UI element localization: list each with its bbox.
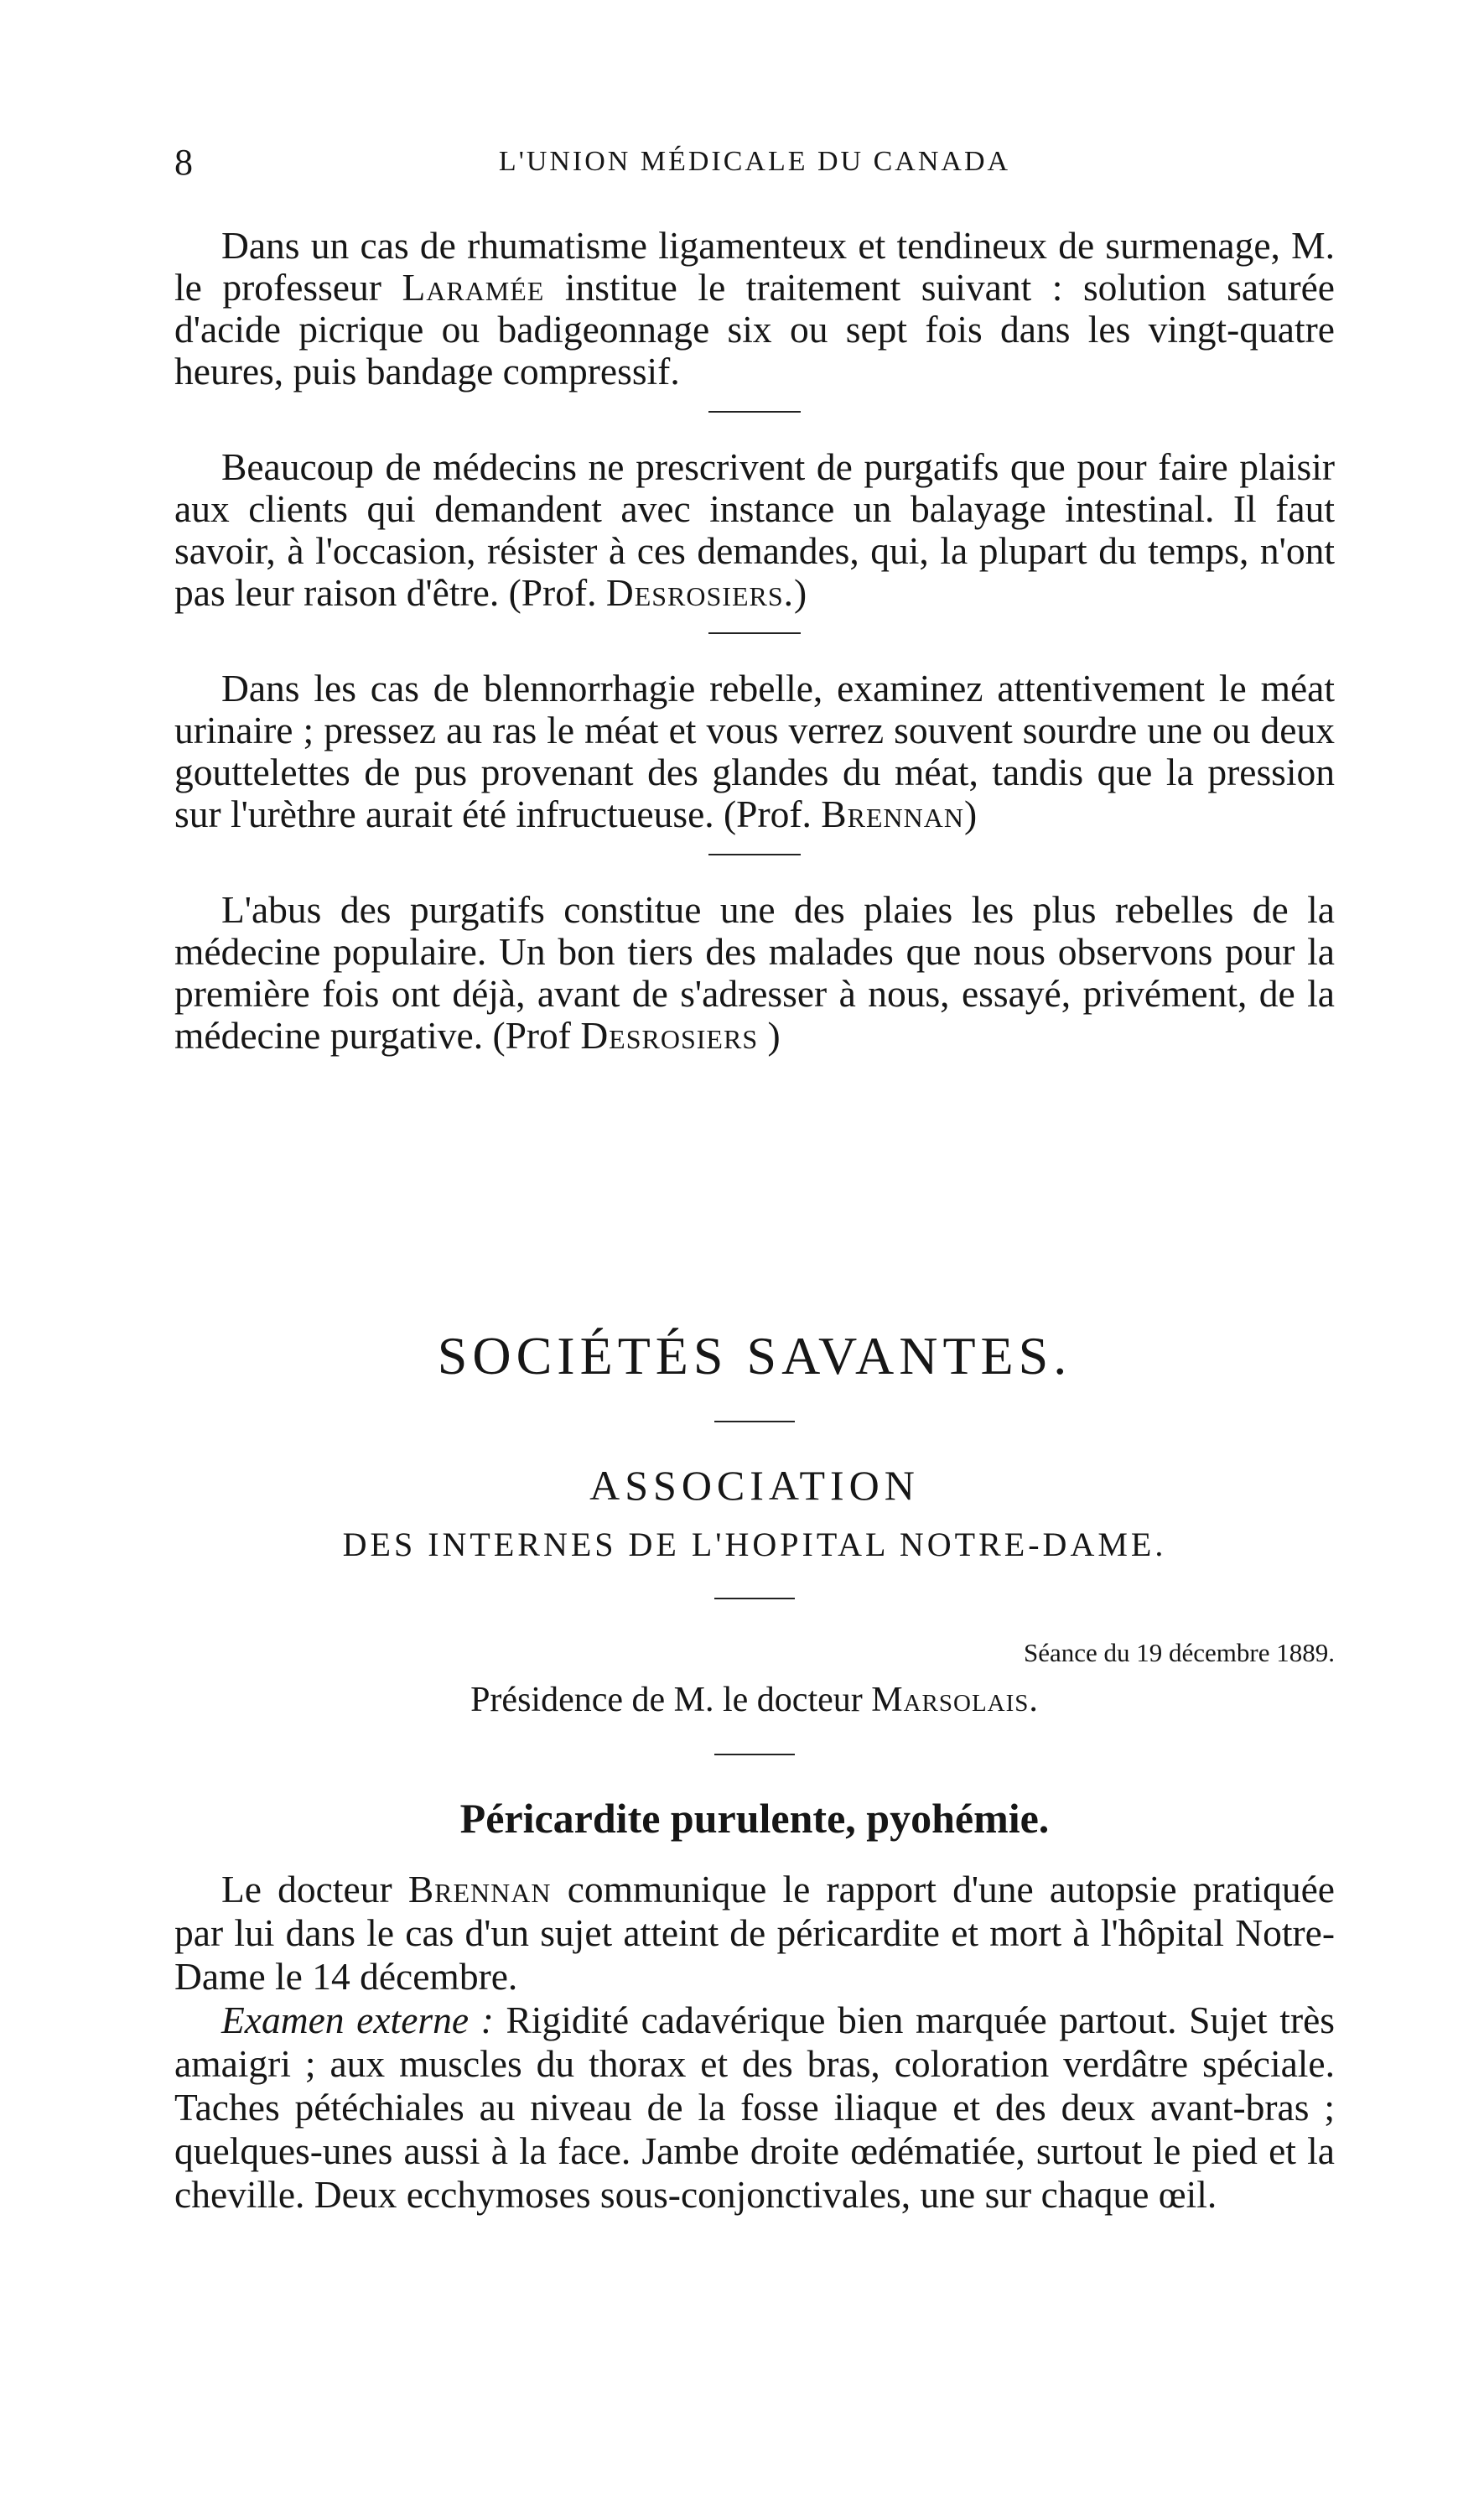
note-author: Desrosiers.: [605, 571, 795, 614]
note-paragraph: [174, 889, 1335, 1057]
page-number: 8: [174, 142, 193, 183]
note-paragraph: [174, 668, 1335, 835]
president-name: Marsolais.: [871, 1681, 1039, 1719]
note-text-end: institue le traitement suivant : solution saturée d'acide picrique ou badigeonnage six ou sept fois dans les vingt-quatre heures, puis bandage compressif.: [174, 266, 1335, 392]
note-paragraph: [174, 446, 1335, 614]
note-author: Desrosiers: [580, 1014, 759, 1057]
presidency-line: [174, 1680, 1335, 1720]
note-author: Laramée: [402, 266, 545, 309]
societes-savantes-section: [174, 1325, 1335, 2217]
article-text: Rigidité cadavérique bien marquée partout. Sujet très amaigri ; aux muscles du thorax et des bras, coloration verdâtre spéciale. Taches pétéchiales au niveau de la fosse iliaque et des deux avant-bras ; quelques-unes aussi à la face. Jambe droite œdématiée, surtout le pied et la cheville. Deux ecchymoses sous-conjonctivales, une sur chaque œil.: [174, 1999, 1336, 2216]
note-paragraph: [174, 225, 1335, 392]
article-text-end: communique le rapport d'une autopsie pratiquée par lui dans le cas d'un sujet atteint de péricardite et mort à l'hôpital Notre-Dame le 14 décembre.: [174, 1868, 1335, 1998]
note-text: Dans un cas de rhumatisme ligamenteux et tendineux de surmenage, M. le professeur: [174, 224, 1335, 309]
separator-rule: [714, 1754, 795, 1755]
separator-rule: [708, 411, 801, 413]
session-date: Séance du 19 décembre 1889.: [1023, 1638, 1335, 1667]
separator-rule: [714, 1598, 795, 1599]
running-head: L'UNION MÉDICALE DU CANADA: [498, 146, 1011, 177]
separator-rule: [714, 1421, 795, 1422]
article-title: Péricardite purulente, pyohémie.: [459, 1795, 1050, 1842]
examen-label: Examen externe :: [221, 1999, 494, 2041]
article-paragraph: [174, 1868, 1335, 1999]
doctor-name: Brennan: [407, 1868, 552, 1910]
note-text: L'abus des purgatifs constitue une des plaies les plus rebelles de la médecine populaire. Un bon tiers des malades que nous observons pour la première fois ont déjà, avant de s'adresser à nous, essayé, privément, de la médecine purgative. (Prof: [174, 888, 1335, 1057]
separator-rule: [708, 632, 801, 634]
separator-rule: [708, 854, 801, 855]
association-title: ASSOCIATION: [589, 1462, 920, 1509]
article-paragraph: [174, 1999, 1335, 2217]
article-text: Le docteur: [221, 1868, 408, 1910]
note-text: Beaucoup de médecins ne prescrivent de purgatifs que pour faire plaisir aux clients qui demandent avec instance un balayage intestinal. Il faut savoir, à l'occasion, résister à ces demandes, qui, la plupart du temps, n'ont pas leur raison d'être. (Prof.: [174, 445, 1335, 614]
note-text-end: ): [794, 571, 807, 614]
presidency-text: Présidence de M. le docteur: [470, 1681, 872, 1719]
article-body: [174, 1868, 1335, 2217]
note-author: Brennan: [821, 793, 964, 835]
note-text: Dans les cas de blennorrhagie rebelle, examinez attentivement le méat urinaire ; pressez au ras le méat et vous verrez souvent sourdre une ou deux gouttelettes de pus provenant des glandes du méat, tandis que la pression sur l'urèthre aurait été infructueuse. (Prof.: [174, 667, 1335, 835]
note-text-end: ): [963, 793, 978, 835]
note-text-end: ): [758, 1014, 781, 1057]
therapeutic-notes: [174, 225, 1335, 1057]
page-header: [174, 141, 1335, 191]
association-subtitle: DES INTERNES DE L'HOPITAL NOTRE-DAME.: [342, 1526, 1167, 1563]
section-title: SOCIÉTÉS SAVANTES.: [437, 1326, 1072, 1385]
